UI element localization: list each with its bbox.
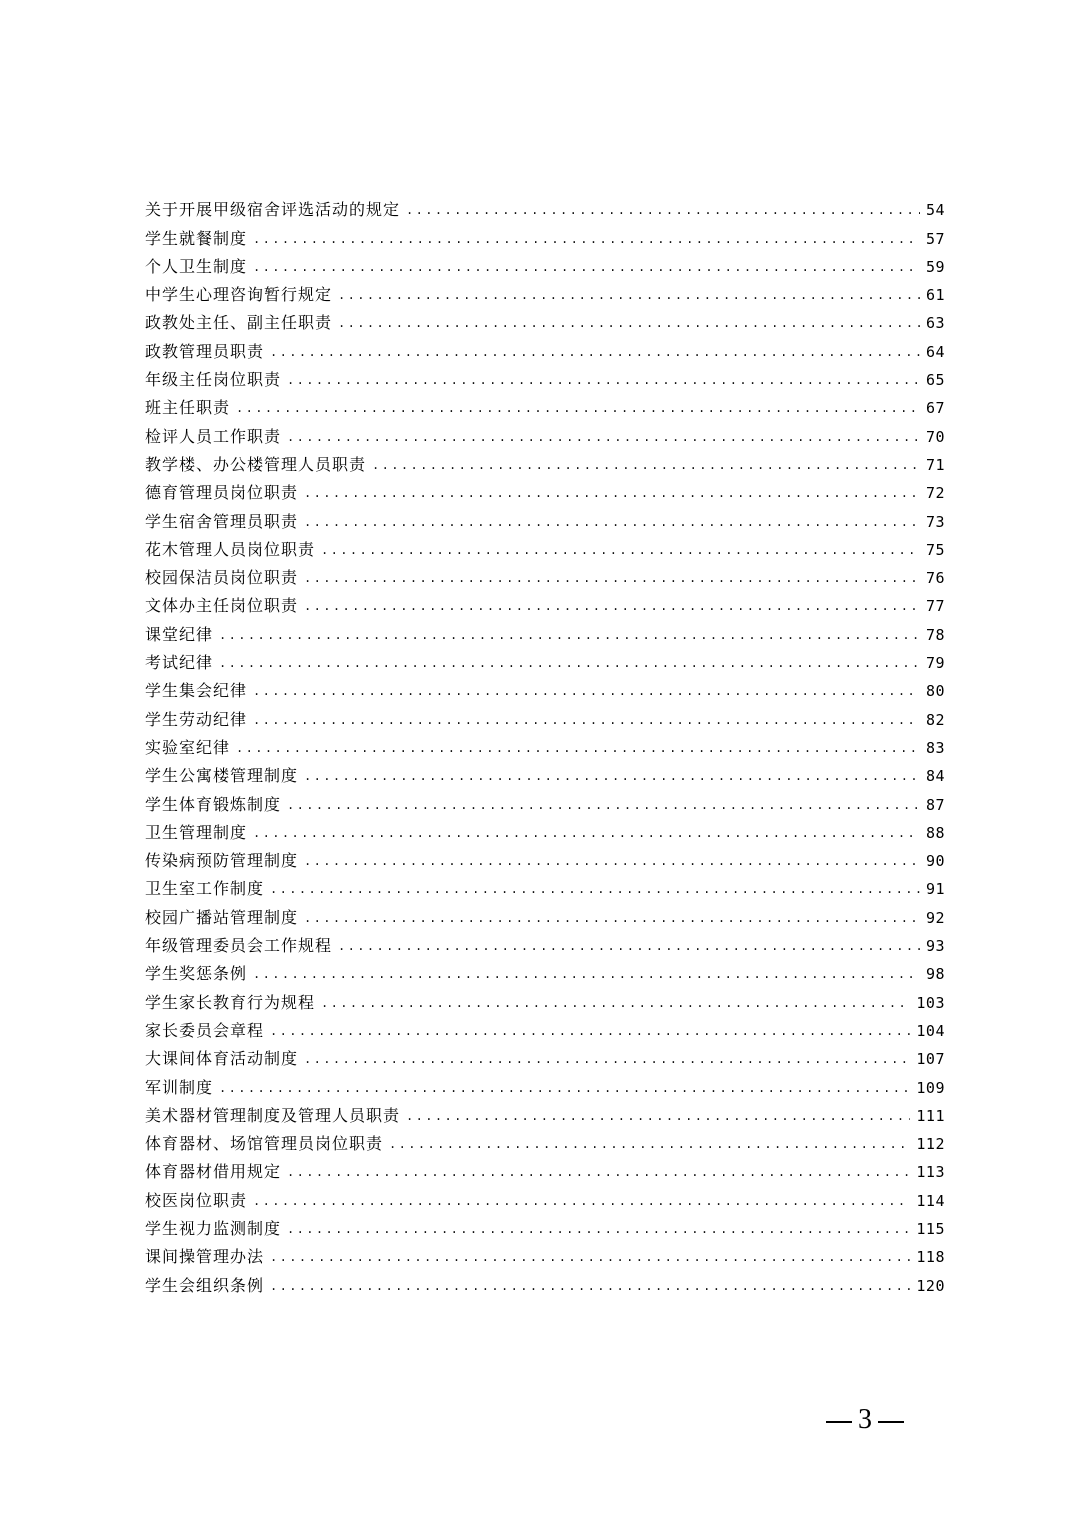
toc-dot-leader [236, 738, 920, 758]
toc-entry-title: 学生集会纪律 [145, 681, 248, 701]
toc-dot-leader [304, 483, 920, 503]
toc-entry[interactable] [145, 475, 945, 503]
toc-dot-leader [270, 1021, 910, 1041]
toc-entry-page-number: 109 [916, 1078, 945, 1097]
toc-entry-page-number: 67 [925, 399, 945, 418]
toc-dot-leader [287, 370, 920, 390]
toc-entry-title: 校医岗位职责 [145, 1190, 248, 1210]
toc-entry[interactable] [145, 843, 945, 871]
toc-entry[interactable] [145, 928, 945, 956]
toc-entry[interactable] [145, 1239, 945, 1267]
toc-entry-title: 卫生管理制度 [145, 822, 248, 842]
toc-entry[interactable] [145, 645, 945, 673]
toc-entry-title: 课堂纪律 [145, 624, 214, 644]
toc-entry-title: 班主任职责 [145, 398, 231, 418]
toc-entry[interactable] [145, 277, 945, 305]
toc-entry[interactable] [145, 1069, 945, 1097]
toc-entry-page-number: 87 [925, 795, 945, 814]
toc-entry-page-number: 65 [925, 371, 945, 390]
toc-dot-leader [406, 200, 920, 220]
toc-entry-page-number: 118 [916, 1248, 945, 1267]
toc-entry[interactable] [145, 956, 945, 984]
toc-entry[interactable] [145, 362, 945, 390]
toc-entry-title: 个人卫生制度 [145, 256, 248, 276]
toc-entry-page-number: 98 [925, 965, 945, 984]
toc-entry-title: 美术器材管理制度及管理人员职责 [145, 1105, 401, 1125]
toc-dot-leader [338, 313, 920, 333]
toc-entry-page-number: 114 [916, 1191, 945, 1210]
toc-entry-title: 传染病预防管理制度 [145, 851, 299, 871]
toc-entry[interactable] [145, 333, 945, 361]
toc-dot-leader [406, 1106, 910, 1126]
toc-entry-page-number: 77 [925, 597, 945, 616]
toc-entry-title: 校园广播站管理制度 [145, 907, 299, 927]
toc-entry[interactable] [145, 249, 945, 277]
toc-entry[interactable] [145, 560, 945, 588]
toc-entry[interactable] [145, 1182, 945, 1210]
toc-dot-leader [270, 1247, 910, 1267]
toc-entry-title: 文体办主任岗位职责 [145, 596, 299, 616]
toc-dot-leader [253, 823, 920, 843]
toc-entry-title: 年级主任岗位职责 [145, 370, 282, 390]
toc-entry[interactable] [145, 305, 945, 333]
toc-entry-title: 检评人员工作职责 [145, 426, 282, 446]
toc-entry-page-number: 93 [925, 937, 945, 956]
toc-entry[interactable] [145, 588, 945, 616]
toc-entry-title: 政教处主任、副主任职责 [145, 313, 333, 333]
toc-entry-page-number: 120 [916, 1276, 945, 1295]
toc-entry-page-number: 112 [916, 1135, 945, 1154]
toc-dot-leader [253, 257, 920, 277]
toc-entry-title: 大课间体育活动制度 [145, 1049, 299, 1069]
toc-dot-leader [253, 710, 920, 730]
toc-entry-title: 学生劳动纪律 [145, 709, 248, 729]
toc-entry-title: 学生家长教育行为规程 [145, 992, 316, 1012]
toc-entry[interactable] [145, 390, 945, 418]
toc-entry[interactable] [145, 899, 945, 927]
toc-entry-page-number: 103 [916, 993, 945, 1012]
toc-entry-title: 学生宿舍管理员职责 [145, 511, 299, 531]
toc-entry-title: 德育管理员岗位职责 [145, 483, 299, 503]
toc-entry[interactable] [145, 1211, 945, 1239]
toc-entry-page-number: 72 [925, 484, 945, 503]
toc-entry-title: 政教管理员职责 [145, 341, 265, 361]
toc-dot-leader [219, 625, 920, 645]
toc-entry-title: 学生公寓楼管理制度 [145, 766, 299, 786]
table-of-contents [145, 192, 945, 1296]
toc-entry[interactable] [145, 447, 945, 475]
toc-entry-title: 学生体育锻炼制度 [145, 794, 282, 814]
toc-dot-leader [253, 1191, 910, 1211]
toc-dot-leader [270, 342, 920, 362]
toc-entry-page-number: 73 [925, 512, 945, 531]
toc-entry-page-number: 80 [925, 682, 945, 701]
toc-entry-page-number: 61 [925, 286, 945, 305]
toc-entry[interactable] [145, 1041, 945, 1069]
toc-dot-leader [304, 851, 920, 871]
toc-entry[interactable] [145, 1154, 945, 1182]
toc-entry-title: 教学楼、办公楼管理人员职责 [145, 454, 367, 474]
toc-entry[interactable] [145, 418, 945, 446]
toc-dot-leader [270, 879, 920, 899]
toc-entry[interactable] [145, 984, 945, 1012]
toc-entry-title: 体育器材借用规定 [145, 1162, 282, 1182]
toc-entry-page-number: 79 [925, 654, 945, 673]
toc-entry[interactable] [145, 532, 945, 560]
toc-dot-leader [372, 455, 920, 475]
toc-entry-page-number: 54 [925, 201, 945, 220]
footer-dash-left [826, 1421, 852, 1423]
toc-entry-page-number: 107 [916, 1050, 945, 1069]
toc-entry[interactable] [145, 815, 945, 843]
toc-entry[interactable] [145, 758, 945, 786]
toc-entry[interactable] [145, 871, 945, 899]
toc-entry[interactable] [145, 1267, 945, 1295]
toc-entry-page-number: 104 [916, 1021, 945, 1040]
toc-entry-page-number: 75 [925, 540, 945, 559]
toc-entry-title: 卫生室工作制度 [145, 879, 265, 899]
toc-entry[interactable] [145, 1098, 945, 1126]
toc-dot-leader [287, 1162, 910, 1182]
toc-entry[interactable] [145, 220, 945, 248]
toc-dot-leader [304, 908, 920, 928]
toc-entry-page-number: 88 [925, 823, 945, 842]
toc-dot-leader [304, 766, 920, 786]
toc-dot-leader [304, 1049, 910, 1069]
toc-entry-page-number: 83 [925, 738, 945, 757]
toc-entry-page-number: 78 [925, 625, 945, 644]
toc-entry-title: 课间操管理办法 [145, 1247, 265, 1267]
toc-entry[interactable] [145, 673, 945, 701]
toc-dot-leader [338, 936, 920, 956]
toc-dot-leader [338, 285, 920, 305]
toc-dot-leader [253, 229, 920, 249]
toc-dot-leader [219, 1078, 910, 1098]
toc-entry-title: 实验室纪律 [145, 737, 231, 757]
toc-dot-leader [389, 1134, 910, 1154]
toc-entry-page-number: 115 [916, 1219, 945, 1238]
toc-entry-page-number: 71 [925, 455, 945, 474]
page-number: 3 [858, 1404, 872, 1435]
toc-entry-title: 关于开展甲级宿舍评选活动的规定 [145, 200, 401, 220]
toc-entry[interactable] [145, 730, 945, 758]
toc-dot-leader [287, 1219, 910, 1239]
toc-dot-leader [236, 398, 920, 418]
toc-dot-leader [321, 540, 920, 560]
toc-entry-title: 年级管理委员会工作规程 [145, 936, 333, 956]
toc-entry[interactable] [145, 192, 945, 220]
toc-dot-leader [304, 512, 920, 532]
toc-entry-title: 军训制度 [145, 1077, 214, 1097]
toc-entry-title: 校园保洁员岗位职责 [145, 568, 299, 588]
toc-entry-page-number: 76 [925, 569, 945, 588]
toc-dot-leader [287, 427, 920, 447]
toc-entry-title: 中学生心理咨询暂行规定 [145, 285, 333, 305]
toc-dot-leader [253, 964, 920, 984]
footer-dash-right [878, 1421, 904, 1423]
toc-entry-title: 学生就餐制度 [145, 228, 248, 248]
toc-dot-leader [321, 993, 910, 1013]
toc-entry[interactable] [145, 503, 945, 531]
toc-entry-page-number: 82 [925, 710, 945, 729]
toc-entry-page-number: 91 [925, 880, 945, 899]
toc-dot-leader [287, 795, 920, 815]
toc-entry-page-number: 59 [925, 257, 945, 276]
toc-entry-page-number: 64 [925, 342, 945, 361]
toc-entry-title: 体育器材、场馆管理员岗位职责 [145, 1134, 384, 1154]
toc-entry[interactable] [145, 1126, 945, 1154]
toc-entry-title: 学生奖惩条例 [145, 964, 248, 984]
toc-entry-page-number: 63 [925, 314, 945, 333]
toc-dot-leader [304, 596, 920, 616]
page-footer [820, 1400, 910, 1440]
toc-entry[interactable] [145, 1013, 945, 1041]
toc-entry-page-number: 90 [925, 852, 945, 871]
toc-entry-title: 家长委员会章程 [145, 1020, 265, 1040]
toc-entry-title: 学生视力监测制度 [145, 1218, 282, 1238]
toc-entry[interactable] [145, 786, 945, 814]
toc-dot-leader [253, 681, 920, 701]
toc-entry-page-number: 111 [916, 1106, 945, 1125]
toc-dot-leader [270, 1276, 910, 1296]
toc-entry-title: 花木管理人员岗位职责 [145, 539, 316, 559]
toc-entry-page-number: 84 [925, 767, 945, 786]
toc-entry[interactable] [145, 701, 945, 729]
toc-entry-page-number: 70 [925, 427, 945, 446]
toc-entry-page-number: 92 [925, 908, 945, 927]
toc-entry-title: 学生会组织条例 [145, 1275, 265, 1295]
toc-entry-page-number: 57 [925, 229, 945, 248]
toc-entry-page-number: 113 [916, 1163, 945, 1182]
toc-dot-leader [219, 653, 920, 673]
toc-entry[interactable] [145, 616, 945, 644]
toc-entry-title: 考试纪律 [145, 653, 214, 673]
toc-dot-leader [304, 568, 920, 588]
